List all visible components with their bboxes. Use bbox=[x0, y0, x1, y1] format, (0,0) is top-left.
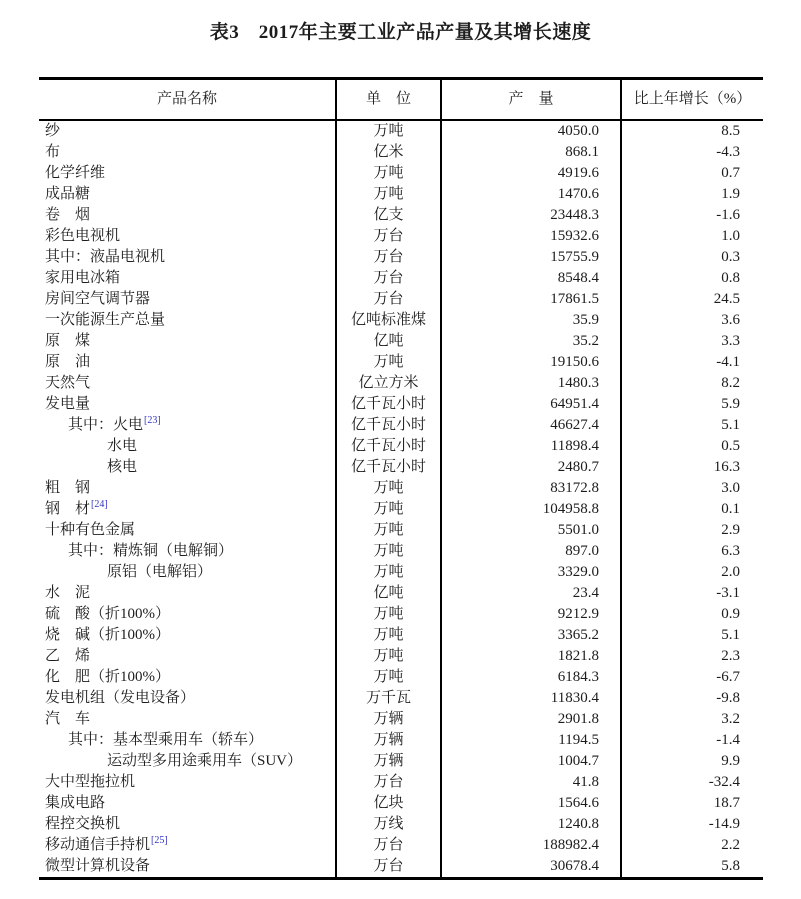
column-header-growth: 比上年增长（%） bbox=[620, 80, 763, 119]
growth-value-cell: 2.9 bbox=[620, 520, 763, 541]
product-name-cell bbox=[39, 394, 335, 415]
footnote-ref-link[interactable]: [25] bbox=[151, 835, 168, 846]
product-name-cell bbox=[39, 142, 335, 163]
output-value-cell: 23.4 bbox=[440, 583, 620, 604]
output-value-cell: 104958.8 bbox=[440, 499, 620, 520]
product-name-cell bbox=[39, 856, 335, 877]
growth-value-cell: 2.3 bbox=[620, 646, 763, 667]
unit-cell: 万吨 bbox=[335, 121, 440, 142]
product-name: 化 肥（折100%） bbox=[45, 669, 170, 685]
output-value-cell: 868.1 bbox=[440, 142, 620, 163]
product-name-cell bbox=[39, 646, 335, 667]
output-value-cell: 1480.3 bbox=[440, 373, 620, 394]
unit-cell: 万吨 bbox=[335, 352, 440, 373]
product-name-cell bbox=[39, 793, 335, 814]
product-name-cell bbox=[39, 814, 335, 835]
table-body bbox=[39, 121, 763, 877]
table-row bbox=[39, 709, 763, 730]
column-header-product-name: 产品名称 bbox=[156, 91, 217, 107]
table-row bbox=[39, 352, 763, 373]
growth-value-cell: -3.1 bbox=[620, 583, 763, 604]
table-row bbox=[39, 226, 763, 247]
output-value-cell: 1004.7 bbox=[440, 751, 620, 772]
table-title: 表3 2017年主要工业产品产量及其增长速度 bbox=[209, 22, 592, 43]
product-name: 集成电路 bbox=[45, 795, 106, 811]
unit-cell: 亿米 bbox=[335, 142, 440, 163]
product-name: 其中：精炼铜（电解铜） bbox=[68, 543, 234, 559]
table-row bbox=[39, 667, 763, 688]
product-name: 其中：液晶电视机 bbox=[45, 249, 166, 265]
unit-cell: 万吨 bbox=[335, 625, 440, 646]
table-row bbox=[39, 142, 763, 163]
output-value-cell: 46627.4 bbox=[440, 415, 620, 436]
unit-cell: 万台 bbox=[335, 268, 440, 289]
unit-cell: 亿吨 bbox=[335, 583, 440, 604]
growth-value-cell: 24.5 bbox=[620, 289, 763, 310]
table-row bbox=[39, 562, 763, 583]
product-name: 水 泥 bbox=[45, 585, 91, 601]
growth-value-cell: 6.3 bbox=[620, 541, 763, 562]
growth-value-cell: 5.1 bbox=[620, 415, 763, 436]
product-name: 天然气 bbox=[45, 375, 91, 391]
unit-cell: 万台 bbox=[335, 289, 440, 310]
table-row bbox=[39, 289, 763, 310]
growth-value-cell: -14.9 bbox=[620, 814, 763, 835]
product-name: 布 bbox=[45, 144, 61, 160]
growth-value-cell: -4.1 bbox=[620, 352, 763, 373]
output-value-cell: 1470.6 bbox=[440, 184, 620, 205]
product-name-cell bbox=[39, 562, 335, 583]
product-name-cell bbox=[39, 709, 335, 730]
growth-value-cell: -1.6 bbox=[620, 205, 763, 226]
product-name: 水电 bbox=[107, 438, 138, 454]
product-name-cell bbox=[39, 289, 335, 310]
unit-cell: 万吨 bbox=[335, 520, 440, 541]
growth-value-cell: 0.9 bbox=[620, 604, 763, 625]
growth-value-cell: 8.2 bbox=[620, 373, 763, 394]
growth-value-cell: 2.0 bbox=[620, 562, 763, 583]
output-value-cell: 3365.2 bbox=[440, 625, 620, 646]
column-header-output: 产 量 bbox=[440, 80, 620, 119]
table-row bbox=[39, 121, 763, 142]
product-name: 成品糖 bbox=[45, 186, 91, 202]
product-name: 原铝（电解铝） bbox=[107, 564, 213, 580]
product-name: 其中：基本型乘用车（轿车） bbox=[68, 732, 264, 748]
table-row bbox=[39, 268, 763, 289]
unit-cell: 万吨 bbox=[335, 541, 440, 562]
unit-cell: 万千瓦 bbox=[335, 688, 440, 709]
table-row bbox=[39, 499, 763, 520]
product-name: 十种有色金属 bbox=[45, 522, 136, 538]
product-name: 纱 bbox=[45, 123, 61, 139]
product-name: 微型计算机设备 bbox=[45, 858, 151, 874]
product-name-cell bbox=[39, 268, 335, 289]
table-row bbox=[39, 163, 763, 184]
product-name-cell bbox=[39, 667, 335, 688]
growth-value-cell: 8.5 bbox=[620, 121, 763, 142]
table-row bbox=[39, 247, 763, 268]
product-name-cell bbox=[39, 730, 335, 751]
product-name: 核电 bbox=[107, 459, 138, 475]
output-value-cell: 8548.4 bbox=[440, 268, 620, 289]
growth-value-cell: -4.3 bbox=[620, 142, 763, 163]
product-name-cell bbox=[39, 226, 335, 247]
output-value-cell: 1194.5 bbox=[440, 730, 620, 751]
growth-value-cell: 1.0 bbox=[620, 226, 763, 247]
output-value-cell: 83172.8 bbox=[440, 478, 620, 499]
unit-cell: 亿千瓦小时 bbox=[335, 457, 440, 478]
growth-value-cell: 0.1 bbox=[620, 499, 763, 520]
output-value-cell: 5501.0 bbox=[440, 520, 620, 541]
table-row bbox=[39, 583, 763, 604]
product-name-cell bbox=[39, 247, 335, 268]
product-name: 粗 钢 bbox=[45, 480, 91, 496]
table-row bbox=[39, 184, 763, 205]
product-name-cell bbox=[39, 520, 335, 541]
growth-value-cell: 3.3 bbox=[620, 331, 763, 352]
growth-value-cell: 1.9 bbox=[620, 184, 763, 205]
product-name: 发电机组（发电设备） bbox=[45, 690, 196, 706]
product-name-cell bbox=[39, 688, 335, 709]
product-name: 化学纤维 bbox=[45, 165, 106, 181]
product-name: 汽 车 bbox=[45, 711, 91, 727]
product-name-cell bbox=[39, 772, 335, 793]
table-header-row bbox=[39, 80, 763, 121]
unit-cell: 万吨 bbox=[335, 667, 440, 688]
growth-value-cell: 0.3 bbox=[620, 247, 763, 268]
growth-value-cell: -6.7 bbox=[620, 667, 763, 688]
unit-cell: 亿立方米 bbox=[335, 373, 440, 394]
product-name-cell bbox=[39, 604, 335, 625]
unit-cell: 亿吨 bbox=[335, 331, 440, 352]
product-name: 彩色电视机 bbox=[45, 228, 121, 244]
product-name: 原 油 bbox=[45, 354, 91, 370]
growth-value-cell: 3.0 bbox=[620, 478, 763, 499]
product-name: 房间空气调节器 bbox=[45, 291, 151, 307]
unit-cell: 万台 bbox=[335, 835, 440, 856]
unit-cell: 万吨 bbox=[335, 184, 440, 205]
product-name-cell bbox=[39, 436, 335, 457]
table-row bbox=[39, 856, 763, 877]
unit-cell: 亿块 bbox=[335, 793, 440, 814]
table-row bbox=[39, 835, 763, 856]
growth-value-cell: 0.5 bbox=[620, 436, 763, 457]
product-name: 烧 碱（折100%） bbox=[45, 627, 170, 643]
growth-value-cell: -32.4 bbox=[620, 772, 763, 793]
output-value-cell: 15932.6 bbox=[440, 226, 620, 247]
column-header-unit: 单 位 bbox=[335, 80, 440, 119]
table-row bbox=[39, 394, 763, 415]
product-name-cell bbox=[39, 457, 335, 478]
table-row bbox=[39, 436, 763, 457]
growth-value-cell: 3.6 bbox=[620, 310, 763, 331]
product-name: 发电量 bbox=[45, 396, 91, 412]
table-row bbox=[39, 730, 763, 751]
product-name: 硫 酸（折100%） bbox=[45, 606, 170, 622]
growth-value-cell: 9.9 bbox=[620, 751, 763, 772]
product-name: 钢 材 bbox=[45, 501, 91, 517]
table-row bbox=[39, 415, 763, 436]
table-row bbox=[39, 205, 763, 226]
table-row bbox=[39, 625, 763, 646]
product-name-cell bbox=[39, 310, 335, 331]
growth-value-cell: 3.2 bbox=[620, 709, 763, 730]
footnote-ref-link[interactable]: [24] bbox=[91, 499, 108, 510]
growth-value-cell: 18.7 bbox=[620, 793, 763, 814]
unit-cell: 万吨 bbox=[335, 163, 440, 184]
product-name-cell bbox=[39, 163, 335, 184]
table-row bbox=[39, 646, 763, 667]
product-name: 移动通信手持机 bbox=[45, 837, 151, 853]
table-row bbox=[39, 520, 763, 541]
unit-cell: 万台 bbox=[335, 772, 440, 793]
output-value-cell: 9212.9 bbox=[440, 604, 620, 625]
output-value-cell: 3329.0 bbox=[440, 562, 620, 583]
unit-cell: 万吨 bbox=[335, 562, 440, 583]
output-value-cell: 897.0 bbox=[440, 541, 620, 562]
product-name-cell bbox=[39, 478, 335, 499]
product-name-cell bbox=[39, 373, 335, 394]
output-value-cell: 35.2 bbox=[440, 331, 620, 352]
output-value-cell: 15755.9 bbox=[440, 247, 620, 268]
product-name: 家用电冰箱 bbox=[45, 270, 121, 286]
growth-value-cell: 5.1 bbox=[620, 625, 763, 646]
product-name: 程控交换机 bbox=[45, 816, 121, 832]
table-row bbox=[39, 310, 763, 331]
product-name-cell bbox=[39, 331, 335, 352]
growth-value-cell: 5.9 bbox=[620, 394, 763, 415]
industrial-products-table bbox=[39, 77, 763, 880]
output-value-cell: 64951.4 bbox=[440, 394, 620, 415]
table-row bbox=[39, 331, 763, 352]
output-value-cell: 30678.4 bbox=[440, 856, 620, 877]
product-name-cell bbox=[39, 184, 335, 205]
output-value-cell: 1240.8 bbox=[440, 814, 620, 835]
product-name-cell bbox=[39, 541, 335, 562]
output-value-cell: 2901.8 bbox=[440, 709, 620, 730]
output-value-cell: 19150.6 bbox=[440, 352, 620, 373]
output-value-cell: 17861.5 bbox=[440, 289, 620, 310]
unit-cell: 亿千瓦小时 bbox=[335, 394, 440, 415]
table-row bbox=[39, 604, 763, 625]
output-value-cell: 1564.6 bbox=[440, 793, 620, 814]
unit-cell: 亿支 bbox=[335, 205, 440, 226]
table-row bbox=[39, 373, 763, 394]
output-value-cell: 2480.7 bbox=[440, 457, 620, 478]
output-value-cell: 35.9 bbox=[440, 310, 620, 331]
output-value-cell: 4050.0 bbox=[440, 121, 620, 142]
product-name-cell bbox=[39, 835, 335, 856]
unit-cell: 万台 bbox=[335, 247, 440, 268]
unit-cell: 亿千瓦小时 bbox=[335, 415, 440, 436]
unit-cell: 万线 bbox=[335, 814, 440, 835]
table-row bbox=[39, 478, 763, 499]
unit-cell: 万吨 bbox=[335, 604, 440, 625]
growth-value-cell: 5.8 bbox=[620, 856, 763, 877]
product-name-cell bbox=[39, 205, 335, 226]
growth-value-cell: -9.8 bbox=[620, 688, 763, 709]
table-row bbox=[39, 793, 763, 814]
unit-cell: 万吨 bbox=[335, 646, 440, 667]
product-name-cell bbox=[39, 583, 335, 604]
growth-value-cell: 0.7 bbox=[620, 163, 763, 184]
product-name: 卷 烟 bbox=[45, 207, 91, 223]
output-value-cell: 23448.3 bbox=[440, 205, 620, 226]
table-row bbox=[39, 541, 763, 562]
product-name-cell bbox=[39, 625, 335, 646]
product-name: 原 煤 bbox=[45, 333, 91, 349]
output-value-cell: 4919.6 bbox=[440, 163, 620, 184]
unit-cell: 万吨 bbox=[335, 478, 440, 499]
table-row bbox=[39, 772, 763, 793]
unit-cell: 万台 bbox=[335, 856, 440, 877]
output-value-cell: 41.8 bbox=[440, 772, 620, 793]
growth-value-cell: 2.2 bbox=[620, 835, 763, 856]
unit-cell: 万辆 bbox=[335, 709, 440, 730]
table-row bbox=[39, 751, 763, 772]
product-name-cell bbox=[39, 751, 335, 772]
growth-value-cell: -1.4 bbox=[620, 730, 763, 751]
product-name-cell bbox=[39, 121, 335, 142]
output-value-cell: 1821.8 bbox=[440, 646, 620, 667]
product-name: 大中型拖拉机 bbox=[45, 774, 136, 790]
growth-value-cell: 0.8 bbox=[620, 268, 763, 289]
growth-value-cell: 16.3 bbox=[620, 457, 763, 478]
product-name: 一次能源生产总量 bbox=[45, 312, 166, 328]
unit-cell: 万辆 bbox=[335, 730, 440, 751]
unit-cell: 亿吨标准煤 bbox=[335, 310, 440, 331]
unit-cell: 万辆 bbox=[335, 751, 440, 772]
output-value-cell: 188982.4 bbox=[440, 835, 620, 856]
output-value-cell: 6184.3 bbox=[440, 667, 620, 688]
product-name-cell bbox=[39, 415, 335, 436]
product-name-cell bbox=[39, 499, 335, 520]
product-name: 乙 烯 bbox=[45, 648, 91, 664]
output-value-cell: 11830.4 bbox=[440, 688, 620, 709]
product-name-cell bbox=[39, 352, 335, 373]
unit-cell: 亿千瓦小时 bbox=[335, 436, 440, 457]
unit-cell: 万台 bbox=[335, 226, 440, 247]
unit-cell: 万吨 bbox=[335, 499, 440, 520]
table-row bbox=[39, 814, 763, 835]
table-row bbox=[39, 457, 763, 478]
product-name: 其中：火电 bbox=[68, 417, 144, 433]
output-value-cell: 11898.4 bbox=[440, 436, 620, 457]
product-name: 运动型多用途乘用车（SUV） bbox=[107, 753, 303, 769]
table-row bbox=[39, 688, 763, 709]
footnote-ref-link[interactable]: [23] bbox=[144, 415, 161, 426]
